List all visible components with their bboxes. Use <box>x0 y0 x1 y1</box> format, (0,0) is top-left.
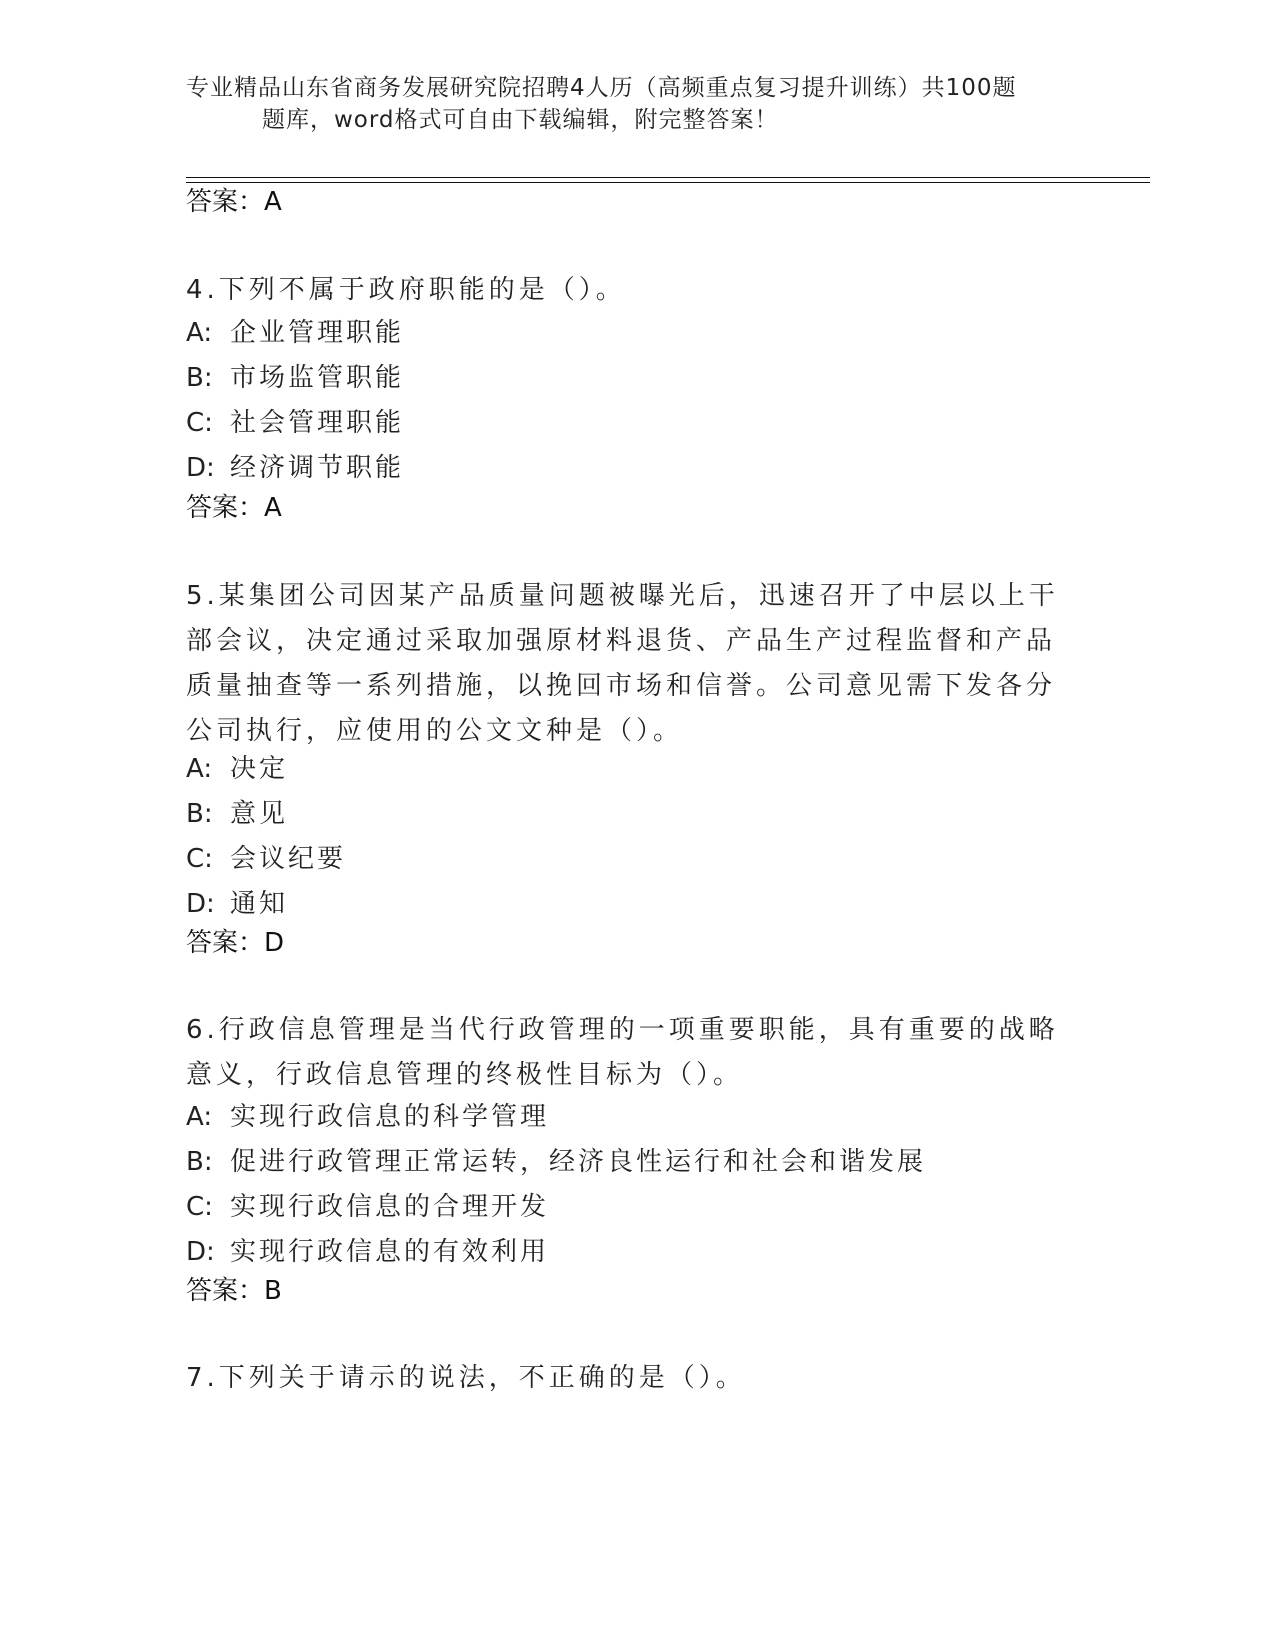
option-text: 实现行政信息的有效利用 <box>230 1237 550 1267</box>
option-text: 市场监管职能 <box>230 363 405 393</box>
option-key: A: <box>186 1102 213 1132</box>
option-text: 经济调节职能 <box>230 453 405 483</box>
question-5-option-a <box>186 747 1066 792</box>
question-4-option-b <box>186 356 1066 401</box>
option-key: A: <box>186 318 213 348</box>
option-key: B: <box>186 1147 213 1177</box>
question-4-option-d <box>186 446 1066 491</box>
option-text: 决定 <box>230 754 289 784</box>
header-divider-bottom <box>186 182 1150 183</box>
question-6-option-d <box>186 1230 1066 1275</box>
option-text: 社会管理职能 <box>230 408 405 438</box>
previous-answer: 答案：A <box>186 187 282 217</box>
option-key: B: <box>186 799 213 829</box>
question-4-option-c <box>186 401 1066 446</box>
question-6-options <box>186 1095 1066 1275</box>
option-text: 意见 <box>230 799 289 829</box>
question-5-option-c <box>186 837 1066 882</box>
question-6-option-a <box>186 1095 1066 1140</box>
option-key: C: <box>186 844 213 874</box>
question-6-option-b <box>186 1140 1066 1185</box>
header-title-line-2: 题库，word格式可自由下载编辑，附完整答案！ <box>262 107 779 133</box>
option-text: 实现行政信息的合理开发 <box>230 1192 550 1222</box>
option-key: C: <box>186 408 213 438</box>
question-4-stem: 4.下列不属于政府职能的是（）。 <box>186 275 626 305</box>
header-divider-top <box>186 177 1150 178</box>
question-4-answer: 答案：A <box>186 493 282 523</box>
question-5-option-b <box>186 792 1066 837</box>
question-6-option-c <box>186 1185 1066 1230</box>
option-key: D: <box>186 889 215 919</box>
question-6-answer: 答案：B <box>186 1276 282 1306</box>
question-5-option-d <box>186 882 1066 927</box>
option-key: B: <box>186 363 213 393</box>
option-text: 通知 <box>230 889 289 919</box>
option-key: A: <box>186 754 213 784</box>
question-7-stem: 7.下列关于请示的说法，不正确的是（）。 <box>186 1363 746 1393</box>
question-5-answer: 答案：D <box>186 928 285 958</box>
question-5-options <box>186 747 1066 927</box>
option-text: 会议纪要 <box>230 844 347 874</box>
option-key: C: <box>186 1192 213 1222</box>
option-key: D: <box>186 453 215 483</box>
page-header <box>186 72 1056 136</box>
option-text: 实现行政信息的科学管理 <box>230 1102 550 1132</box>
option-text: 促进行政管理正常运转，经济良性运行和社会和谐发展 <box>230 1147 927 1177</box>
question-4-option-a <box>186 311 1066 356</box>
option-text: 企业管理职能 <box>230 318 405 348</box>
question-6-stem: 6.行政信息管理是当代行政管理的一项重要职能，具有重要的战略意义，行政信息管理的终极性目标为（）。 <box>186 1015 1059 1090</box>
option-key: D: <box>186 1237 215 1267</box>
question-5-stem: 5.某集团公司因某产品质量问题被曝光后，迅速召开了中层以上干部会议，决定通过采取加强原材料退货、产品生产过程监督和产品质量抽查等一系列措施，以挽回市场和信誉。公司意见需下发各分公司执行，应使用的公文文种是（）。 <box>186 581 1059 746</box>
header-title-line-1: 专业精品山东省商务发展研究院招聘4人历（高频重点复习提升训练）共100题 <box>186 75 1017 101</box>
question-4-options <box>186 311 1066 491</box>
